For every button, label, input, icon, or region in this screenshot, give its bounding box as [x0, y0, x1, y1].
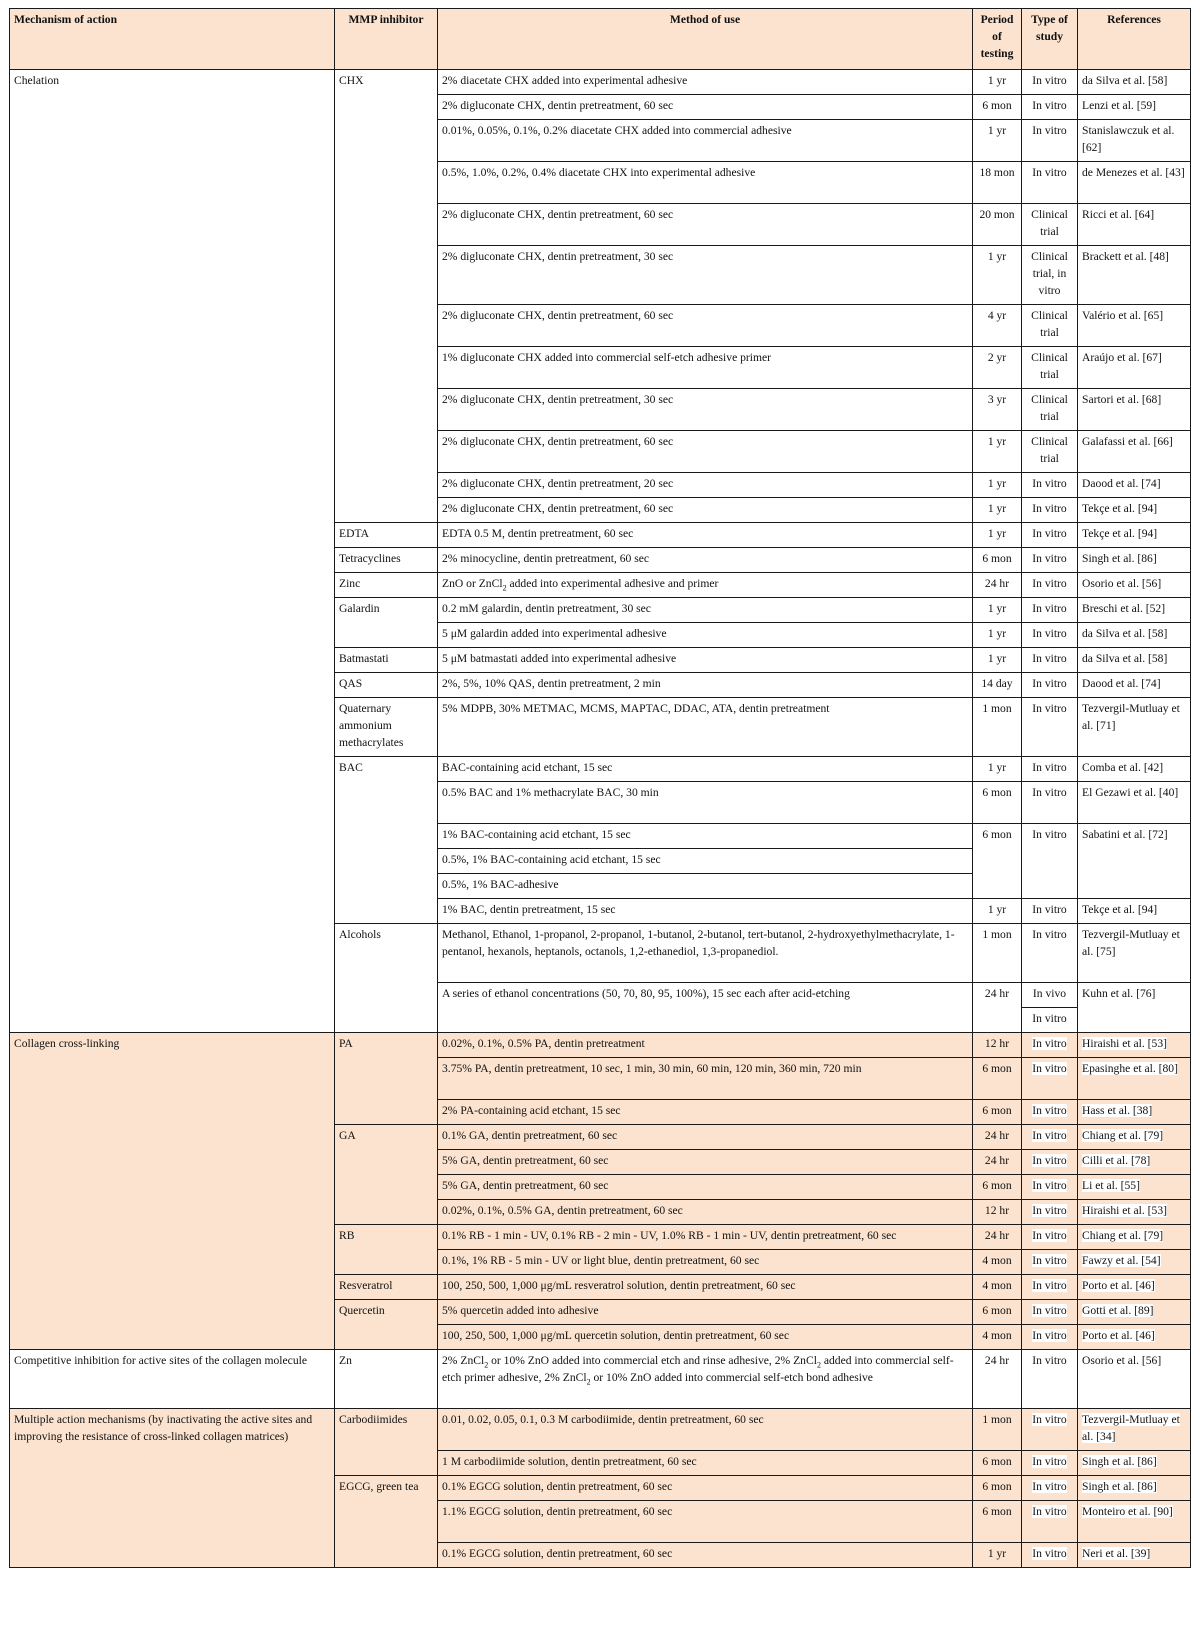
reference-cell: Neri et al. [39] — [1078, 1543, 1191, 1568]
inhibitor-cell: CHX — [335, 70, 438, 523]
study-type-cell: In vitro — [1022, 1350, 1078, 1409]
reference-cell: Porto et al. [46] — [1078, 1275, 1191, 1300]
header-type: Type of study — [1022, 9, 1078, 70]
period-cell: 1 yr — [973, 899, 1022, 924]
study-type-cell: In vitro — [1022, 548, 1078, 573]
inhibitor-cell: PA — [335, 1033, 438, 1125]
reference-cell: Lenzi et al. [59] — [1078, 95, 1191, 120]
reference-cell: da Silva et al. [58] — [1078, 623, 1191, 648]
study-type-cell: In vitro — [1022, 1501, 1078, 1543]
study-type-cell: In vitro — [1022, 473, 1078, 498]
reference-cell: Chiang et al. [79] — [1078, 1125, 1191, 1150]
reference-cell: Monteiro et al. [90] — [1078, 1501, 1191, 1543]
study-type-cell: In vitro — [1022, 648, 1078, 673]
reference-cell: Porto et al. [46] — [1078, 1325, 1191, 1350]
reference-cell: Singh et al. [86] — [1078, 1476, 1191, 1501]
study-type-cell: In vitro — [1022, 573, 1078, 598]
period-cell: 24 hr — [973, 1125, 1022, 1150]
method-cell: 2%, 5%, 10% QAS, dentin pretreatment, 2 min — [438, 673, 973, 698]
group-0 — [10, 70, 1191, 1033]
period-cell: 1 yr — [973, 1543, 1022, 1568]
reference-cell: Cilli et al. [78] — [1078, 1150, 1191, 1175]
reference-cell: Tekçe et al. [94] — [1078, 899, 1191, 924]
period-cell: 2 yr — [973, 347, 1022, 389]
study-type-cell: In vitro — [1022, 623, 1078, 648]
study-type-cell: In vitro — [1022, 1008, 1078, 1033]
period-cell: 3 yr — [973, 389, 1022, 431]
method-cell: 5 μM batmastati added into experimental adhesive — [438, 648, 973, 673]
method-cell: 0.1% GA, dentin pretreatment, 60 sec — [438, 1125, 973, 1150]
method-cell: 2% digluconate CHX, dentin pretreatment, 60 sec — [438, 95, 973, 120]
period-cell: 6 mon — [973, 1451, 1022, 1476]
method-cell: 2% PA-containing acid etchant, 15 sec — [438, 1100, 973, 1125]
study-type-cell: In vitro — [1022, 1225, 1078, 1250]
period-cell: 20 mon — [973, 204, 1022, 246]
study-type-cell: In vitro — [1022, 70, 1078, 95]
period-cell: 6 mon — [973, 95, 1022, 120]
inhibitor-cell: EDTA — [335, 523, 438, 548]
inhibitor-cell: GA — [335, 1125, 438, 1225]
table-row — [10, 70, 1191, 95]
reference-cell: Fawzy et al. [54] — [1078, 1250, 1191, 1275]
mechanism-cell: Competitive inhibition for active sites of the collagen molecule — [10, 1350, 335, 1409]
method-cell: 5% GA, dentin pretreatment, 60 sec — [438, 1175, 973, 1200]
inhibitor-cell: BAC — [335, 757, 438, 924]
method-cell: 0.01%, 0.05%, 0.1%, 0.2% diacetate CHX added into commercial adhesive — [438, 120, 973, 162]
period-cell: 1 yr — [973, 757, 1022, 782]
study-type-cell: In vitro — [1022, 1300, 1078, 1325]
reference-cell: da Silva et al. [58] — [1078, 648, 1191, 673]
method-cell: 100, 250, 500, 1,000 μg/mL resveratrol solution, dentin pretreatment, 60 sec — [438, 1275, 973, 1300]
method-cell: A series of ethanol concentrations (50, 70, 80, 95, 100%), 15 sec each after acid-etching — [438, 983, 973, 1033]
method-cell: 0.1% RB - 1 min - UV, 0.1% RB - 2 min - UV, 1.0% RB - 1 min - UV, dentin pretreatment, 60 sec — [438, 1225, 973, 1250]
method-cell: 0.5%, 1.0%, 0.2%, 0.4% diacetate CHX into experimental adhesive — [438, 162, 973, 204]
study-type-cell: Clinical trial, in vitro — [1022, 246, 1078, 305]
period-cell: 1 yr — [973, 648, 1022, 673]
study-type-cell: In vitro — [1022, 1175, 1078, 1200]
reference-cell: Chiang et al. [79] — [1078, 1225, 1191, 1250]
table-container — [9, 8, 1190, 1568]
method-cell: BAC-containing acid etchant, 15 sec — [438, 757, 973, 782]
period-cell: 24 hr — [973, 573, 1022, 598]
study-type-cell: In vitro — [1022, 824, 1078, 899]
reference-cell: Daood et al. [74] — [1078, 473, 1191, 498]
study-type-cell: In vitro — [1022, 1058, 1078, 1100]
reference-cell: Tekçe et al. [94] — [1078, 498, 1191, 523]
period-cell: 1 yr — [973, 120, 1022, 162]
method-cell: 0.1%, 1% RB - 5 min - UV or light blue, dentin pretreatment, 60 sec — [438, 1250, 973, 1275]
method-cell: 2% digluconate CHX, dentin pretreatment, 60 sec — [438, 431, 973, 473]
inhibitor-cell: Zn — [335, 1350, 438, 1409]
reference-cell: Tekçe et al. [94] — [1078, 523, 1191, 548]
header-period: Period of testing — [973, 9, 1022, 70]
header-row — [10, 9, 1191, 70]
inhibitor-cell: Zinc — [335, 573, 438, 598]
study-type-cell: In vivo — [1022, 983, 1078, 1008]
study-type-cell: In vitro — [1022, 120, 1078, 162]
method-cell: 0.5%, 1% BAC-containing acid etchant, 15 sec — [438, 849, 973, 874]
reference-cell: Sabatini et al. [72] — [1078, 824, 1191, 899]
reference-cell: Sartori et al. [68] — [1078, 389, 1191, 431]
inhibitor-cell: QAS — [335, 673, 438, 698]
reference-cell: de Menezes et al. [43] — [1078, 162, 1191, 204]
study-type-cell: Clinical trial — [1022, 305, 1078, 347]
study-type-cell: Clinical trial — [1022, 347, 1078, 389]
method-cell: 2% digluconate CHX, dentin pretreatment, 30 sec — [438, 389, 973, 431]
method-cell: 1.1% EGCG solution, dentin pretreatment, 60 sec — [438, 1501, 973, 1543]
method-cell: 0.5%, 1% BAC-adhesive — [438, 874, 973, 899]
table-row — [10, 1033, 1191, 1058]
method-cell: 0.01, 0.02, 0.05, 0.1, 0.3 M carbodiimide, dentin pretreatment, 60 sec — [438, 1409, 973, 1451]
method-cell: 1 M carbodiimide solution, dentin pretreatment, 60 sec — [438, 1451, 973, 1476]
reference-cell: Singh et al. [86] — [1078, 1451, 1191, 1476]
method-cell: 2% digluconate CHX, dentin pretreatment, 60 sec — [438, 204, 973, 246]
mechanism-cell: Chelation — [10, 70, 335, 1033]
reference-cell: da Silva et al. [58] — [1078, 70, 1191, 95]
reference-cell: Araújo et al. [67] — [1078, 347, 1191, 389]
group-2 — [10, 1350, 1191, 1409]
study-type-cell: In vitro — [1022, 95, 1078, 120]
study-type-cell: In vitro — [1022, 673, 1078, 698]
inhibitor-cell: Carbodiimides — [335, 1409, 438, 1476]
inhibitor-cell: Quercetin — [335, 1300, 438, 1350]
period-cell: 6 mon — [973, 824, 1022, 899]
method-cell: 5% GA, dentin pretreatment, 60 sec — [438, 1150, 973, 1175]
period-cell: 6 mon — [973, 548, 1022, 573]
reference-cell: Gotti et al. [89] — [1078, 1300, 1191, 1325]
period-cell: 1 mon — [973, 1409, 1022, 1451]
method-cell: 5 μM galardin added into experimental adhesive — [438, 623, 973, 648]
study-type-cell: Clinical trial — [1022, 204, 1078, 246]
period-cell: 1 yr — [973, 473, 1022, 498]
period-cell: 1 yr — [973, 498, 1022, 523]
study-type-cell: In vitro — [1022, 1033, 1078, 1058]
method-cell: EDTA 0.5 M, dentin pretreatment, 60 sec — [438, 523, 973, 548]
study-type-cell: In vitro — [1022, 1451, 1078, 1476]
reference-cell: Hiraishi et al. [53] — [1078, 1033, 1191, 1058]
period-cell: 12 hr — [973, 1033, 1022, 1058]
period-cell: 24 hr — [973, 1225, 1022, 1250]
period-cell: 6 mon — [973, 1501, 1022, 1543]
study-type-cell: In vitro — [1022, 598, 1078, 623]
reference-cell: Singh et al. [86] — [1078, 548, 1191, 573]
method-cell: 100, 250, 500, 1,000 μg/mL quercetin solution, dentin pretreatment, 60 sec — [438, 1325, 973, 1350]
period-cell: 1 mon — [973, 698, 1022, 757]
study-type-cell: In vitro — [1022, 162, 1078, 204]
method-cell: 5% MDPB, 30% METMAC, MCMS, MAPTAC, DDAC, ATA, dentin pretreatment — [438, 698, 973, 757]
reference-cell: Kuhn et al. [76] — [1078, 983, 1191, 1033]
method-cell: 2% ZnCl$_2$ or 10% ZnO added into commercial etch and rinse adhesive, 2% ZnCl$_2$ added into commercial self-etch primer adhesive, 2% ZnCl$_2$ or 10% ZnO added into commercial self-etch bond adhesive — [438, 1350, 973, 1409]
period-cell: 24 hr — [973, 983, 1022, 1033]
method-cell: 0.02%, 0.1%, 0.5% PA, dentin pretreatment — [438, 1033, 973, 1058]
period-cell: 6 mon — [973, 1100, 1022, 1125]
reference-cell: Ricci et al. [64] — [1078, 204, 1191, 246]
period-cell: 6 mon — [973, 1300, 1022, 1325]
reference-cell: Stanislawczuk et al. [62] — [1078, 120, 1191, 162]
period-cell: 24 hr — [973, 1350, 1022, 1409]
reference-cell: Valério et al. [65] — [1078, 305, 1191, 347]
inhibitor-cell: RB — [335, 1225, 438, 1275]
method-cell: 5% quercetin added into adhesive — [438, 1300, 973, 1325]
inhibitor-cell: EGCG, green tea — [335, 1476, 438, 1568]
inhibitor-cell: Resveratrol — [335, 1275, 438, 1300]
period-cell: 1 yr — [973, 70, 1022, 95]
group-3 — [10, 1409, 1191, 1568]
period-cell: 1 yr — [973, 623, 1022, 648]
study-type-cell: In vitro — [1022, 1125, 1078, 1150]
study-type-cell: In vitro — [1022, 1275, 1078, 1300]
method-cell: 2% minocycline, dentin pretreatment, 60 sec — [438, 548, 973, 573]
study-type-cell: In vitro — [1022, 1543, 1078, 1568]
reference-cell: Comba et al. [42] — [1078, 757, 1191, 782]
study-type-cell: In vitro — [1022, 1325, 1078, 1350]
study-type-cell: In vitro — [1022, 899, 1078, 924]
mmp-inhibitor-table — [9, 8, 1191, 1568]
period-cell: 4 mon — [973, 1275, 1022, 1300]
reference-cell: Osorio et al. [56] — [1078, 573, 1191, 598]
study-type-cell: In vitro — [1022, 782, 1078, 824]
inhibitor-cell: Batmastati — [335, 648, 438, 673]
inhibitor-cell: Alcohols — [335, 924, 438, 1033]
reference-cell: Galafassi et al. [66] — [1078, 431, 1191, 473]
study-type-cell: In vitro — [1022, 498, 1078, 523]
reference-cell: Li et al. [55] — [1078, 1175, 1191, 1200]
period-cell: 1 yr — [973, 523, 1022, 548]
method-cell: 2% digluconate CHX, dentin pretreatment, 60 sec — [438, 498, 973, 523]
method-cell: ZnO or ZnCl$_2$ added into experimental adhesive and primer — [438, 573, 973, 598]
study-type-cell: In vitro — [1022, 1200, 1078, 1225]
reference-cell: Tezvergil-Mutluay et al. [34] — [1078, 1409, 1191, 1451]
method-cell: 0.02%, 0.1%, 0.5% GA, dentin pretreatment, 60 sec — [438, 1200, 973, 1225]
period-cell: 6 mon — [973, 1058, 1022, 1100]
inhibitor-cell: Tetracyclines — [335, 548, 438, 573]
method-cell: 1% BAC-containing acid etchant, 15 sec — [438, 824, 973, 849]
table-row — [10, 1350, 1191, 1409]
study-type-cell: In vitro — [1022, 1476, 1078, 1501]
period-cell: 12 hr — [973, 1200, 1022, 1225]
method-cell: 1% digluconate CHX added into commercial self-etch adhesive primer — [438, 347, 973, 389]
method-cell: 2% digluconate CHX, dentin pretreatment, 60 sec — [438, 305, 973, 347]
period-cell: 6 mon — [973, 782, 1022, 824]
method-cell: 0.2 mM galardin, dentin pretreatment, 30 sec — [438, 598, 973, 623]
study-type-cell: In vitro — [1022, 1150, 1078, 1175]
header-inhibitor: MMP inhibitor — [335, 9, 438, 70]
method-cell: Methanol, Ethanol, 1-propanol, 2-propanol, 1-butanol, 2-butanol, tert-butanol, 2-hydroxyethylmethacrylate, 1-pentanol, hexanols, heptanols, octanols, 1,2-ethanediol, 1,3-propanediol. — [438, 924, 973, 983]
method-cell: 2% diacetate CHX added into experimental adhesive — [438, 70, 973, 95]
method-cell: 0.1% EGCG solution, dentin pretreatment, 60 sec — [438, 1543, 973, 1568]
inhibitor-cell: Quaternary ammonium methacrylates — [335, 698, 438, 757]
header-mechanism: Mechanism of action — [10, 9, 335, 70]
reference-cell: Tezvergil-Mutluay et al. [71] — [1078, 698, 1191, 757]
method-cell: 2% digluconate CHX, dentin pretreatment, 30 sec — [438, 246, 973, 305]
period-cell: 6 mon — [973, 1175, 1022, 1200]
reference-cell: Breschi et al. [52] — [1078, 598, 1191, 623]
period-cell: 6 mon — [973, 1476, 1022, 1501]
reference-cell: Tezvergil-Mutluay et al. [75] — [1078, 924, 1191, 983]
reference-cell: Hass et al. [38] — [1078, 1100, 1191, 1125]
method-cell: 2% digluconate CHX, dentin pretreatment, 20 sec — [438, 473, 973, 498]
study-type-cell: Clinical trial — [1022, 389, 1078, 431]
period-cell: 1 yr — [973, 246, 1022, 305]
period-cell: 1 mon — [973, 924, 1022, 983]
study-type-cell: In vitro — [1022, 698, 1078, 757]
period-cell: 4 mon — [973, 1325, 1022, 1350]
method-cell: 1% BAC, dentin pretreatment, 15 sec — [438, 899, 973, 924]
reference-cell: Epasinghe et al. [80] — [1078, 1058, 1191, 1100]
reference-cell: Hiraishi et al. [53] — [1078, 1200, 1191, 1225]
period-cell: 18 mon — [973, 162, 1022, 204]
period-cell: 14 day — [973, 673, 1022, 698]
study-type-cell: In vitro — [1022, 1250, 1078, 1275]
study-type-cell: In vitro — [1022, 523, 1078, 548]
header-refs: References — [1078, 9, 1191, 70]
period-cell: 1 yr — [973, 598, 1022, 623]
study-type-cell: In vitro — [1022, 924, 1078, 983]
reference-cell: Brackett et al. [48] — [1078, 246, 1191, 305]
group-1 — [10, 1033, 1191, 1350]
study-type-cell: Clinical trial — [1022, 431, 1078, 473]
period-cell: 4 yr — [973, 305, 1022, 347]
method-cell: 3.75% PA, dentin pretreatment, 10 sec, 1 min, 30 min, 60 min, 120 min, 360 min, 720 min — [438, 1058, 973, 1100]
mechanism-cell: Collagen cross-linking — [10, 1033, 335, 1350]
table-row — [10, 1409, 1191, 1451]
method-cell: 0.5% BAC and 1% methacrylate BAC, 30 min — [438, 782, 973, 824]
reference-cell: Daood et al. [74] — [1078, 673, 1191, 698]
header-method: Method of use — [438, 9, 973, 70]
period-cell: 1 yr — [973, 431, 1022, 473]
study-type-cell: In vitro — [1022, 1100, 1078, 1125]
mechanism-cell: Multiple action mechanisms (by inactivating the active sites and improving the resistance of cross-linked collagen matrices) — [10, 1409, 335, 1568]
method-cell: 0.1% EGCG solution, dentin pretreatment, 60 sec — [438, 1476, 973, 1501]
period-cell: 4 mon — [973, 1250, 1022, 1275]
reference-cell: El Gezawi et al. [40] — [1078, 782, 1191, 824]
period-cell: 24 hr — [973, 1150, 1022, 1175]
inhibitor-cell: Galardin — [335, 598, 438, 648]
study-type-cell: In vitro — [1022, 757, 1078, 782]
study-type-cell: In vitro — [1022, 1409, 1078, 1451]
reference-cell: Osorio et al. [56] — [1078, 1350, 1191, 1409]
